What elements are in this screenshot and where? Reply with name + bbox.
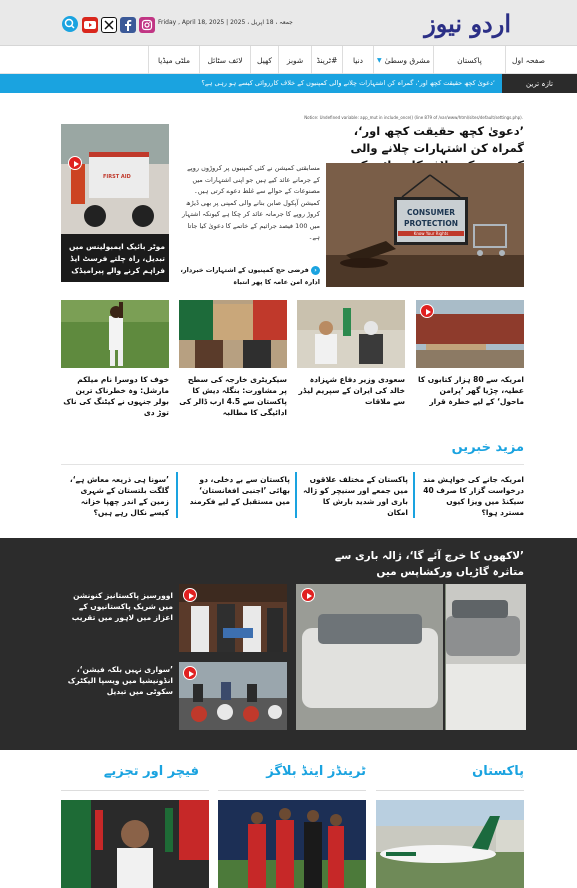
nav-showbiz[interactable]: شوبز xyxy=(278,46,311,74)
main-nav xyxy=(0,46,577,74)
section-title-pakistan[interactable]: پاکستان xyxy=(472,764,524,779)
nav-home[interactable]: صفحہ اول xyxy=(505,46,551,74)
youtube-link[interactable] xyxy=(82,17,98,33)
nav-multimedia[interactable]: ملٹی میڈیا xyxy=(148,46,199,74)
section-title-features[interactable]: فیچر اور تجزیے xyxy=(103,764,199,779)
pakistan-section-image[interactable] xyxy=(376,800,524,888)
ticker-headline[interactable]: ’دعویٰ کچھ حقیقت کچھ اور‘، گمراہ کن اشتہارات چلانے والی کمپنیوں کے خلاف کارروائی کیسے ہو رہی ہے؟ xyxy=(201,79,495,87)
more-item-3[interactable]: پاکستان سے بے دخلی، دو بھائی ’اجنبی افغانستان‘ میں مستقبل کے لیے فکرمند xyxy=(189,475,290,506)
card-title-2[interactable]: سعودی وزیر دفاع شہزادہ خالد کی ایران کے سپریم لیڈر سے ملاقات xyxy=(298,375,405,406)
side-story-card[interactable] xyxy=(61,124,169,282)
play-icon xyxy=(183,588,197,602)
x-icon xyxy=(104,20,114,30)
section-underline-2 xyxy=(218,790,366,791)
features-section-image[interactable] xyxy=(61,800,209,888)
lead-image-line1: CONSUMER xyxy=(406,208,455,217)
card-image-3[interactable] xyxy=(179,300,287,368)
lead-image[interactable] xyxy=(326,163,524,287)
divider xyxy=(295,472,297,518)
multimedia-item-title-2[interactable]: ’سواری نہیں بلکہ فیشن‘، انڈونیشیا میں ویسپا الیکٹرک سکوٹی میں تبدیل xyxy=(67,665,173,696)
lead-related-text: فرضی حج کمپنیوں کے اشتہارات خبردار، ادارہ امن عامہ کا پھر انتباہ xyxy=(180,266,320,286)
divider xyxy=(176,472,178,518)
search-button[interactable] xyxy=(62,16,78,32)
more-item-1[interactable]: امریکہ جانے کی خواہش مند درخواست گزار کا صرف 40 سیکنڈ میں ویزا کیوں مسترد ہوا؟ xyxy=(423,475,524,517)
side-story-title: موٹر بائیک ایمبولینس میں تبدیل، راہ چلتے فرسٹ ایڈ فراہم کرنے والے پیرامیڈک xyxy=(68,242,165,275)
divider xyxy=(413,472,415,518)
play-icon xyxy=(301,588,315,602)
play-icon xyxy=(420,304,434,318)
trends-section-image[interactable] xyxy=(218,800,366,888)
pia-plane-image xyxy=(376,800,524,888)
header-date: جمعہ ، 18 اپریل ، 2025 | Friday , April 18, 2025 xyxy=(158,19,293,26)
play-icon xyxy=(183,666,197,680)
more-news-underline xyxy=(61,464,524,465)
site-logo[interactable]: اردو نیوز xyxy=(424,9,511,38)
nav-middle-east[interactable] xyxy=(373,46,433,74)
card-title-4[interactable]: خوف کا دوسرا نام میلکم مارشل: وہ خطرناک ترین بولر جنہوں نے کیٹنگ کی ناک توڑ دی xyxy=(63,375,169,417)
side-image-text: FIRST AID xyxy=(103,174,131,180)
youtube-icon xyxy=(84,20,96,30)
nav-middle-east-label: مشرق وسطیٰ xyxy=(384,55,430,65)
more-item-2[interactable]: پاکستان کے مختلف علاقوں میں جمعے اور سنیچر کو ژالہ باری اور شدید بارش کا امکان xyxy=(303,475,408,517)
lead-image-line3: Know Your Rights xyxy=(398,231,464,236)
arrow-left-icon: ‹ xyxy=(311,266,320,275)
multimedia-main-title[interactable]: ’لاکھوں کا خرچ آئے گا‘، ژالہ باری سے متاثرہ گاڑیاں ورکشاپس میں xyxy=(334,550,524,578)
lead-image-line2: PROTECTION xyxy=(404,219,458,228)
multimedia-main-image[interactable] xyxy=(296,584,526,730)
diplomats-image xyxy=(179,300,287,368)
lead-summary: مسابقتی کمیشن نے کئی کمپنیوں پر کروڑوں روپے کے جرمانے عائد کیے ہیں جو اپنی اشتہارات میں مصنوعات کے حوالے سے غلط دعوے کرتی ہیں۔ کمیشن آپکول صابن بنانے والی کمپنی پر بھی ڈیڑھ کروڑ روپے کا جرمانہ عائد کر چکا ہے کیونکہ اشتہار میں 100 فیصد جراثیم کے خاتمے کا دعویٰ کیا جاتا ہے۔ xyxy=(182,164,320,241)
facebook-link[interactable] xyxy=(120,17,136,33)
ticker-label: تازہ ترین xyxy=(502,74,577,93)
nav-pakistan[interactable]: پاکستان xyxy=(433,46,505,74)
rally-crowd-image xyxy=(61,800,209,888)
card-image-2[interactable] xyxy=(297,300,405,368)
multimedia-item-title-1[interactable]: اوورسیز پاکستانیز کنونشن میں شریک پاکستانیوں کے اعزاز میں لاہور میں تقریب xyxy=(71,591,173,622)
more-item-4[interactable]: ’سونا ہی ذریعہ معاش ہے‘، گلگت بلتستان کے شہری زمین کے اندر چھپا خزانہ کیسے نکال رہے ہیں؟ xyxy=(69,475,169,517)
php-notice: Notice: Undefined variable: app_mut in include_once() (line 879 of /var/www/html/sites/default/settings.php). xyxy=(304,115,523,120)
chevron-down-icon: ▼ xyxy=(377,56,382,64)
card-image-4[interactable] xyxy=(61,300,169,368)
instagram-link[interactable] xyxy=(139,17,155,33)
section-underline-3 xyxy=(61,790,209,791)
multimedia-item-image-1[interactable] xyxy=(179,584,287,652)
nav-lifestyle[interactable]: لائف سٹائل xyxy=(199,46,250,74)
card-image-1[interactable] xyxy=(416,300,524,368)
more-news-title: مزید خبریں xyxy=(451,440,524,455)
section-underline-1 xyxy=(376,790,524,791)
card-title-1[interactable]: امریکہ سے 80 ہزار کتابوں کا عطیہ، چڑیا گھر ’پرامن ماحول‘ کے لیے خطرہ قرار xyxy=(417,375,524,406)
nav-world[interactable]: دنیا xyxy=(342,46,373,74)
x-link[interactable] xyxy=(101,17,117,33)
nav-trend[interactable]: #ٹرینڈ xyxy=(311,46,342,74)
nav-sports[interactable]: کھیل xyxy=(250,46,278,74)
lead-title[interactable]: ’دعویٰ کچھ حقیقت کچھ اور‘، گمراہ کن اشتہارات چلانے والی xyxy=(350,124,524,155)
search-icon xyxy=(62,16,78,32)
section-title-trends-blogs[interactable]: ٹرینڈز اینڈ بلاگز xyxy=(266,764,366,779)
cricket-team-image xyxy=(218,800,366,888)
instagram-icon xyxy=(141,19,153,31)
meeting-image xyxy=(297,300,405,368)
facebook-icon xyxy=(123,19,133,31)
multimedia-item-image-2[interactable] xyxy=(179,662,287,730)
card-title-3[interactable]: سیکریٹری خارجہ کی سطح پر مشاورت: بنگلہ دیش کا پاکستان سے 4.5 ارب ڈالر کی ادائیگی کا مطالبہ xyxy=(179,375,287,417)
cricketer-image xyxy=(61,300,169,368)
play-icon xyxy=(68,156,82,170)
lead-related[interactable] xyxy=(180,264,320,288)
damaged-cars-image xyxy=(296,584,526,730)
